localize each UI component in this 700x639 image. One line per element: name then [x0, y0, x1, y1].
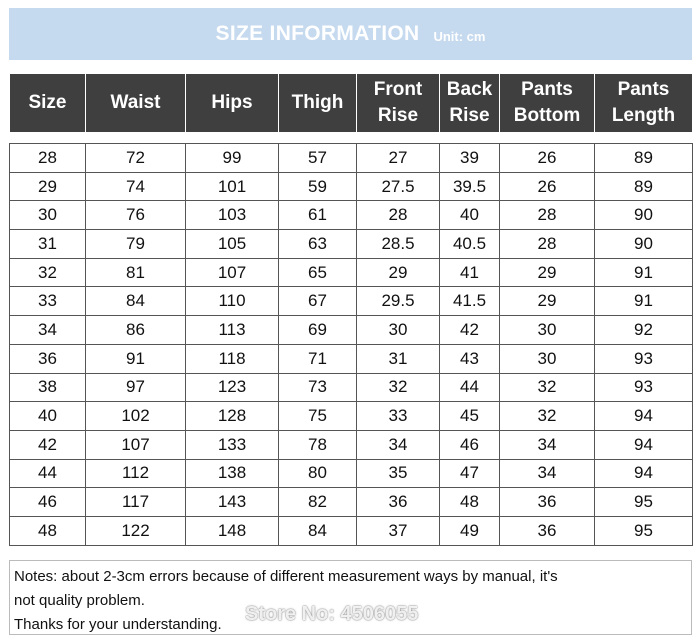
cell-pants-length: 90: [595, 230, 693, 259]
table-row: [10, 172, 693, 201]
cell-pants-length: 94: [595, 402, 693, 431]
cell-front-rise: 35: [357, 459, 440, 488]
cell-waist: 72: [86, 144, 186, 173]
cell-size: 48: [10, 516, 86, 545]
cell-size: 46: [10, 488, 86, 517]
cell-waist: 91: [86, 344, 186, 373]
cell-pants-length: 90: [595, 201, 693, 230]
cell-size: 40: [10, 402, 86, 431]
cell-hips: 105: [186, 230, 279, 259]
header-pants-bottom: Pants Bottom: [500, 74, 595, 133]
cell-back-rise: 44: [440, 373, 500, 402]
table-row: [10, 201, 693, 230]
cell-front-rise: 27: [357, 144, 440, 173]
notes-line-1: Notes: about 2-3cm errors because of different measurement ways by manual, it's: [14, 568, 558, 585]
cell-back-rise: 39: [440, 144, 500, 173]
cell-waist: 122: [86, 516, 186, 545]
cell-hips: 101: [186, 172, 279, 201]
cell-pants-bottom: 32: [500, 402, 595, 431]
cell-pants-bottom: 34: [500, 430, 595, 459]
cell-front-rise: 28.5: [357, 230, 440, 259]
header-size: Size: [10, 74, 86, 133]
cell-thigh: 75: [279, 402, 357, 431]
cell-pants-length: 94: [595, 459, 693, 488]
cell-pants-length: 95: [595, 488, 693, 517]
cell-pants-bottom: 28: [500, 230, 595, 259]
table-row: [10, 373, 693, 402]
cell-pants-length: 91: [595, 287, 693, 316]
cell-hips: 103: [186, 201, 279, 230]
table-row: [10, 258, 693, 287]
cell-hips: 110: [186, 287, 279, 316]
cell-front-rise: 36: [357, 488, 440, 517]
cell-pants-length: 89: [595, 172, 693, 201]
cell-pants-bottom: 29: [500, 258, 595, 287]
banner-title: SIZE INFORMATION: [215, 22, 420, 45]
cell-size: 36: [10, 344, 86, 373]
header-hips: Hips: [186, 74, 279, 133]
cell-back-rise: 40: [440, 201, 500, 230]
cell-pants-bottom: 36: [500, 516, 595, 545]
cell-hips: 113: [186, 316, 279, 345]
cell-waist: 79: [86, 230, 186, 259]
table-row: [10, 402, 693, 431]
header-row: [10, 74, 693, 133]
cell-pants-bottom: 34: [500, 459, 595, 488]
cell-size: 44: [10, 459, 86, 488]
cell-thigh: 61: [279, 201, 357, 230]
table-row: [10, 144, 693, 173]
cell-size: 42: [10, 430, 86, 459]
cell-front-rise: 30: [357, 316, 440, 345]
cell-waist: 102: [86, 402, 186, 431]
cell-back-rise: 41.5: [440, 287, 500, 316]
cell-size: 30: [10, 201, 86, 230]
table-row: [10, 430, 693, 459]
cell-front-rise: 32: [357, 373, 440, 402]
cell-thigh: 82: [279, 488, 357, 517]
cell-thigh: 59: [279, 172, 357, 201]
cell-hips: 107: [186, 258, 279, 287]
cell-hips: 128: [186, 402, 279, 431]
store-watermark: Store No: 4506055: [245, 603, 419, 625]
table-row: [10, 516, 693, 545]
cell-waist: 74: [86, 172, 186, 201]
notes-line-3: Thanks for your understanding.: [14, 616, 222, 633]
cell-pants-bottom: 29: [500, 287, 595, 316]
cell-hips: 138: [186, 459, 279, 488]
cell-size: 29: [10, 172, 86, 201]
cell-pants-bottom: 30: [500, 344, 595, 373]
table-row: [10, 316, 693, 345]
cell-pants-length: 95: [595, 516, 693, 545]
cell-size: 31: [10, 230, 86, 259]
cell-front-rise: 31: [357, 344, 440, 373]
cell-thigh: 69: [279, 316, 357, 345]
cell-thigh: 71: [279, 344, 357, 373]
cell-thigh: 67: [279, 287, 357, 316]
notes-line-2: not quality problem.: [14, 592, 145, 609]
cell-thigh: 57: [279, 144, 357, 173]
table-row: [10, 488, 693, 517]
cell-pants-length: 94: [595, 430, 693, 459]
cell-pants-bottom: 28: [500, 201, 595, 230]
cell-waist: 81: [86, 258, 186, 287]
cell-front-rise: 34: [357, 430, 440, 459]
cell-pants-bottom: 26: [500, 144, 595, 173]
table-row: [10, 230, 693, 259]
cell-thigh: 63: [279, 230, 357, 259]
cell-thigh: 84: [279, 516, 357, 545]
cell-back-rise: 48: [440, 488, 500, 517]
cell-waist: 76: [86, 201, 186, 230]
header-pants-length: Pants Length: [595, 74, 693, 133]
header-front-rise: Front Rise: [357, 74, 440, 133]
table-row: [10, 459, 693, 488]
cell-hips: 123: [186, 373, 279, 402]
cell-pants-bottom: 32: [500, 373, 595, 402]
cell-hips: 143: [186, 488, 279, 517]
cell-back-rise: 40.5: [440, 230, 500, 259]
cell-thigh: 78: [279, 430, 357, 459]
cell-thigh: 73: [279, 373, 357, 402]
size-table-header: [9, 73, 693, 133]
cell-hips: 133: [186, 430, 279, 459]
cell-thigh: 80: [279, 459, 357, 488]
cell-waist: 84: [86, 287, 186, 316]
size-table-rows: [10, 144, 693, 546]
header-waist: Waist: [86, 74, 186, 133]
cell-front-rise: 28: [357, 201, 440, 230]
cell-pants-length: 89: [595, 144, 693, 173]
cell-front-rise: 27.5: [357, 172, 440, 201]
cell-front-rise: 33: [357, 402, 440, 431]
header-back-rise: Back Rise: [440, 74, 500, 133]
cell-front-rise: 37: [357, 516, 440, 545]
cell-back-rise: 47: [440, 459, 500, 488]
cell-back-rise: 42: [440, 316, 500, 345]
cell-pants-bottom: 36: [500, 488, 595, 517]
cell-size: 32: [10, 258, 86, 287]
cell-thigh: 65: [279, 258, 357, 287]
cell-pants-length: 92: [595, 316, 693, 345]
cell-back-rise: 41: [440, 258, 500, 287]
cell-hips: 118: [186, 344, 279, 373]
cell-hips: 99: [186, 144, 279, 173]
cell-pants-length: 91: [595, 258, 693, 287]
cell-size: 38: [10, 373, 86, 402]
cell-pants-bottom: 26: [500, 172, 595, 201]
cell-back-rise: 43: [440, 344, 500, 373]
cell-hips: 148: [186, 516, 279, 545]
cell-waist: 86: [86, 316, 186, 345]
table-row: [10, 287, 693, 316]
size-info-banner: [9, 8, 692, 60]
cell-back-rise: 45: [440, 402, 500, 431]
cell-waist: 107: [86, 430, 186, 459]
cell-front-rise: 29.5: [357, 287, 440, 316]
cell-back-rise: 46: [440, 430, 500, 459]
cell-waist: 117: [86, 488, 186, 517]
cell-pants-length: 93: [595, 373, 693, 402]
cell-back-rise: 49: [440, 516, 500, 545]
table-row: [10, 344, 693, 373]
cell-size: 28: [10, 144, 86, 173]
cell-waist: 112: [86, 459, 186, 488]
cell-size: 33: [10, 287, 86, 316]
header-thigh: Thigh: [279, 74, 357, 133]
cell-pants-length: 93: [595, 344, 693, 373]
size-table-body: [9, 143, 693, 546]
cell-waist: 97: [86, 373, 186, 402]
cell-size: 34: [10, 316, 86, 345]
cell-front-rise: 29: [357, 258, 440, 287]
cell-pants-bottom: 30: [500, 316, 595, 345]
cell-back-rise: 39.5: [440, 172, 500, 201]
banner-unit: Unit: cm: [433, 28, 486, 44]
